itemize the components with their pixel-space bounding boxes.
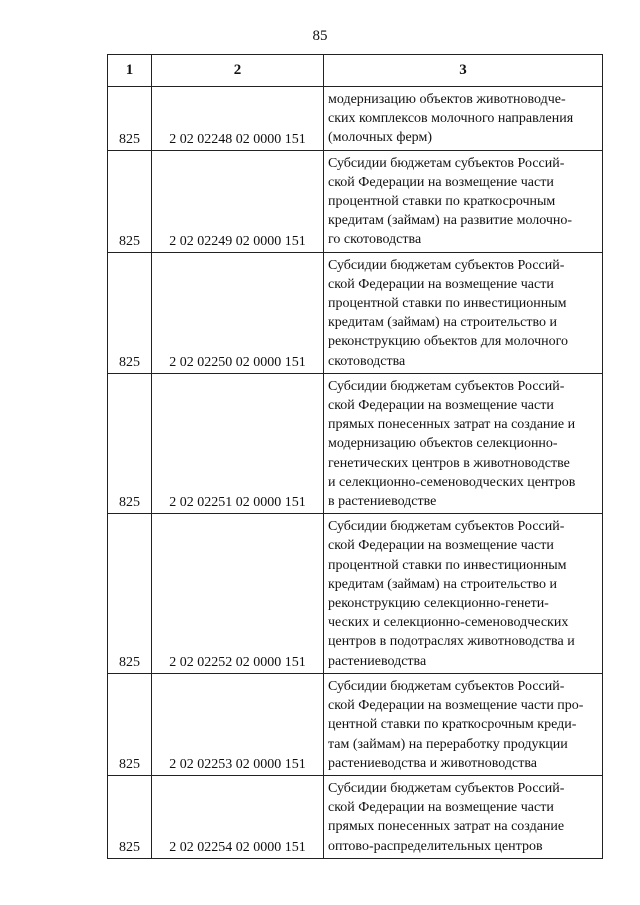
description-line: ческих и селекционно-семеноводческих: [328, 615, 569, 631]
revenue-code-cell: 2 02 02253 02 0000 151: [152, 673, 324, 775]
description-line: кредитам (займам) на строительство и: [328, 315, 557, 331]
table-row: [108, 150, 603, 252]
admin-code-cell: 825: [108, 775, 152, 858]
description-line: и селекционно-семеноводческих центров: [328, 474, 576, 490]
admin-code-cell: 825: [108, 373, 152, 513]
admin-code-cell: 825: [108, 150, 152, 252]
description-cell: [324, 775, 603, 858]
column-header-2: 2: [152, 55, 324, 87]
revenue-code-cell: 2 02 02250 02 0000 151: [152, 252, 324, 373]
description-cell: [324, 252, 603, 373]
description-line: кредитам (займам) на строительство и: [328, 576, 557, 592]
description-line: процентной ставки по краткосрочным: [328, 194, 556, 210]
revenue-code-cell: 2 02 02252 02 0000 151: [152, 514, 324, 674]
page-number: 85: [312, 28, 328, 44]
description-cell: [324, 673, 603, 775]
budget-classification-table: [107, 54, 603, 859]
description-line: растениеводства: [328, 653, 427, 669]
description-cell: [324, 514, 603, 674]
admin-code-cell: 825: [108, 514, 152, 674]
table-row: [108, 673, 603, 775]
revenue-code-cell: 2 02 02251 02 0000 151: [152, 373, 324, 513]
table-header-row: [108, 55, 603, 87]
description-line: прямых понесенных затрат на создание: [328, 819, 565, 835]
description-line: оптово-распределительных центров: [328, 838, 543, 854]
description-cell: [324, 373, 603, 513]
description-line: Субсидии бюджетам субъектов Россий-: [328, 155, 565, 171]
description-line: прямых понесенных затрат на создание и: [328, 417, 576, 433]
table-row: [108, 775, 603, 858]
description-line: Субсидии бюджетам субъектов Россий-: [328, 378, 565, 394]
description-line: генетических центров в животноводстве: [328, 455, 570, 471]
column-header-3: 3: [324, 55, 603, 87]
admin-code-cell: 825: [108, 673, 152, 775]
description-line: кредитам (займам) на развитие молочно-: [328, 213, 573, 229]
description-line: Субсидии бюджетам субъектов Россий-: [328, 519, 565, 535]
table-row: [108, 87, 603, 151]
description-line: ской Федерации на возмещение части про-: [328, 698, 584, 714]
table-row: [108, 514, 603, 674]
description-line: го скотоводства: [328, 232, 422, 248]
revenue-code-cell: 2 02 02249 02 0000 151: [152, 150, 324, 252]
description-line: ской Федерации на возмещение части: [328, 800, 554, 816]
revenue-code-cell: 2 02 02248 02 0000 151: [152, 87, 324, 151]
description-line: процентной ставки по инвестиционным: [328, 557, 567, 573]
description-line: скотоводства: [328, 353, 406, 369]
description-line: модернизацию объектов животноводче-: [328, 92, 566, 107]
description-line: там (займам) на переработку продукции: [328, 736, 568, 752]
revenue-code-cell: 2 02 02254 02 0000 151: [152, 775, 324, 858]
description-line: ской Федерации на возмещение части: [328, 538, 554, 554]
description-line: ской Федерации на возмещение части: [328, 398, 554, 414]
table-row: [108, 373, 603, 513]
description-line: центной ставки по краткосрочным креди-: [328, 717, 577, 733]
description-line: Субсидии бюджетам субъектов Россий-: [328, 678, 565, 694]
description-line: ской Федерации на возмещение части: [328, 174, 554, 190]
description-line: реконструкцию объектов для молочного: [328, 334, 569, 350]
description-cell: [324, 87, 603, 151]
admin-code-cell: 825: [108, 87, 152, 151]
description-line: Субсидии бюджетам субъектов Россий-: [328, 780, 565, 796]
table-body: [108, 87, 603, 859]
description-line: центров в подотраслях животноводства и: [328, 634, 575, 650]
description-line: Субсидии бюджетам субъектов Россий-: [328, 257, 565, 273]
description-line: модернизацию объектов селекционно-: [328, 436, 558, 452]
description-cell: [324, 150, 603, 252]
description-line: процентной ставки по инвестиционным: [328, 296, 567, 312]
column-header-1: 1: [108, 55, 152, 87]
description-line: (молочных ферм): [328, 130, 432, 146]
admin-code-cell: 825: [108, 252, 152, 373]
description-line: реконструкцию селекционно-генети-: [328, 596, 549, 612]
description-line: в растениеводстве: [328, 494, 437, 510]
description-line: растениеводства и животноводства: [328, 755, 537, 771]
description-line: ской Федерации на возмещение части: [328, 276, 554, 292]
description-line: ских комплексов молочного направления: [328, 111, 574, 127]
table-row: [108, 252, 603, 373]
